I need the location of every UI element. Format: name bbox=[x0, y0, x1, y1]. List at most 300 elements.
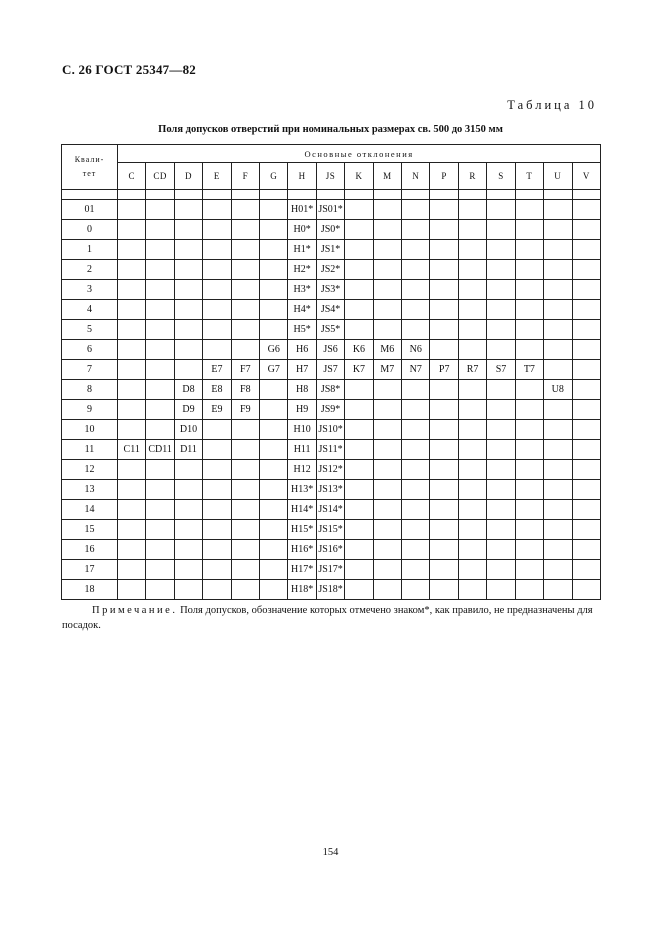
tolerance-cell bbox=[203, 420, 231, 440]
tolerance-cell: G7 bbox=[260, 360, 288, 380]
table-row bbox=[62, 300, 601, 320]
tolerance-cell bbox=[458, 300, 486, 320]
tolerance-cell bbox=[572, 320, 601, 340]
tolerance-cell bbox=[544, 220, 572, 240]
tolerance-cell bbox=[174, 460, 202, 480]
tolerance-cell bbox=[260, 320, 288, 340]
tolerance-cell: P7 bbox=[430, 360, 458, 380]
tolerance-cell: H8 bbox=[288, 380, 316, 400]
tolerance-cell bbox=[544, 480, 572, 500]
tolerance-cell: JS10* bbox=[316, 420, 344, 440]
tolerance-cell bbox=[430, 420, 458, 440]
tolerance-cell bbox=[458, 280, 486, 300]
column-header-g: G bbox=[260, 163, 288, 190]
table-row bbox=[62, 520, 601, 540]
tolerance-cell bbox=[572, 360, 601, 380]
column-header-h: H bbox=[288, 163, 316, 190]
tolerance-cell bbox=[515, 240, 543, 260]
tolerance-cell bbox=[515, 500, 543, 520]
tolerance-cell bbox=[544, 260, 572, 280]
grade-header-line-2: тет bbox=[82, 169, 97, 178]
tolerance-cell bbox=[373, 460, 401, 480]
table-number-label: Таблица 10 bbox=[507, 98, 597, 112]
table-row bbox=[62, 240, 601, 260]
spacer-cell bbox=[458, 190, 486, 200]
tolerance-cell bbox=[345, 240, 373, 260]
tolerance-cell bbox=[345, 420, 373, 440]
tolerance-cell bbox=[146, 340, 174, 360]
tolerance-cell bbox=[572, 420, 601, 440]
table-row bbox=[62, 500, 601, 520]
tolerance-cell bbox=[174, 360, 202, 380]
tolerance-cell: JS18* bbox=[316, 580, 344, 600]
tolerance-cell: JS14* bbox=[316, 500, 344, 520]
note-text: Поля допусков, обозначение которых отмечено знаком*, как правило, не предназначены для посадок. bbox=[62, 605, 593, 631]
tolerance-cell: C11 bbox=[118, 440, 146, 460]
tolerance-cell bbox=[544, 240, 572, 260]
tolerance-cell bbox=[260, 300, 288, 320]
tolerance-cell bbox=[430, 400, 458, 420]
tolerance-cell bbox=[118, 460, 146, 480]
tolerance-cell: JS0* bbox=[316, 220, 344, 240]
table-row bbox=[62, 580, 601, 600]
tolerance-cell bbox=[430, 480, 458, 500]
tolerance-cell bbox=[402, 560, 430, 580]
tolerance-cell bbox=[515, 540, 543, 560]
tolerance-cell: JS17* bbox=[316, 560, 344, 580]
tolerance-cell bbox=[231, 280, 259, 300]
tolerance-cell bbox=[572, 380, 601, 400]
tolerance-cell bbox=[544, 340, 572, 360]
tolerance-cell: JS16* bbox=[316, 540, 344, 560]
tolerance-cell bbox=[203, 340, 231, 360]
tolerance-cell bbox=[203, 320, 231, 340]
tolerance-cell: H4* bbox=[288, 300, 316, 320]
tolerance-cell bbox=[572, 540, 601, 560]
tolerance-cell: D9 bbox=[174, 400, 202, 420]
spacer-cell bbox=[231, 190, 259, 200]
tolerance-cell bbox=[118, 320, 146, 340]
tolerance-cell bbox=[572, 220, 601, 240]
tolerance-cell bbox=[373, 400, 401, 420]
tolerance-cell bbox=[402, 460, 430, 480]
tolerance-cell bbox=[430, 280, 458, 300]
table-row bbox=[62, 440, 601, 460]
tolerance-cell bbox=[515, 220, 543, 240]
tolerance-cell bbox=[487, 540, 515, 560]
tolerance-cell bbox=[118, 580, 146, 600]
tolerance-cell: H14* bbox=[288, 500, 316, 520]
tolerance-cell: H18* bbox=[288, 580, 316, 600]
tolerance-cell bbox=[487, 200, 515, 220]
tolerance-cell: E8 bbox=[203, 380, 231, 400]
tolerance-cell bbox=[231, 340, 259, 360]
tolerance-cell bbox=[118, 280, 146, 300]
tolerance-cell: H12 bbox=[288, 460, 316, 480]
tolerance-cell bbox=[430, 560, 458, 580]
tolerance-cell: D10 bbox=[174, 420, 202, 440]
tolerance-cell bbox=[118, 300, 146, 320]
tolerance-cell bbox=[231, 320, 259, 340]
spacer-cell bbox=[544, 190, 572, 200]
grade-cell: 0 bbox=[62, 220, 118, 240]
column-header-t: T bbox=[515, 163, 543, 190]
tolerance-cell: H10 bbox=[288, 420, 316, 440]
tolerance-cell: K7 bbox=[345, 360, 373, 380]
tolerance-cell bbox=[260, 440, 288, 460]
tolerance-cell: U8 bbox=[544, 380, 572, 400]
tolerance-cell bbox=[458, 340, 486, 360]
table-row bbox=[62, 340, 601, 360]
tolerance-cell bbox=[146, 520, 174, 540]
tolerance-cell bbox=[487, 480, 515, 500]
tolerance-cell bbox=[174, 580, 202, 600]
grade-cell: 17 bbox=[62, 560, 118, 580]
tolerance-cell bbox=[203, 500, 231, 520]
tolerance-cell bbox=[260, 280, 288, 300]
tolerance-cell bbox=[572, 500, 601, 520]
tolerance-cell bbox=[203, 300, 231, 320]
tolerance-cell bbox=[231, 460, 259, 480]
tolerance-cell: JS5* bbox=[316, 320, 344, 340]
tolerance-cell bbox=[402, 420, 430, 440]
tolerance-cell bbox=[203, 280, 231, 300]
spacer-cell bbox=[118, 190, 146, 200]
tolerance-cell bbox=[373, 440, 401, 460]
table-row bbox=[62, 540, 601, 560]
tolerance-cell: H01* bbox=[288, 200, 316, 220]
tolerance-cell bbox=[430, 580, 458, 600]
tolerance-cell bbox=[402, 260, 430, 280]
spacer-cell bbox=[515, 190, 543, 200]
tolerance-cell bbox=[118, 480, 146, 500]
tolerance-cell bbox=[487, 220, 515, 240]
tolerance-cell bbox=[515, 260, 543, 280]
column-header-js: JS bbox=[316, 163, 344, 190]
tolerance-cell bbox=[373, 380, 401, 400]
tolerance-cell bbox=[572, 280, 601, 300]
table-row bbox=[62, 460, 601, 480]
tolerance-cell bbox=[345, 320, 373, 340]
tolerance-cell bbox=[572, 300, 601, 320]
tolerance-cell bbox=[231, 220, 259, 240]
deviation-letters-row bbox=[62, 163, 601, 190]
tolerance-cell bbox=[458, 560, 486, 580]
spacer-row bbox=[62, 190, 601, 200]
tolerance-cell bbox=[487, 320, 515, 340]
tolerance-cell bbox=[430, 240, 458, 260]
tolerance-cell bbox=[572, 480, 601, 500]
tolerance-cell bbox=[231, 580, 259, 600]
tolerance-cell: H6 bbox=[288, 340, 316, 360]
tolerance-cell bbox=[174, 540, 202, 560]
tolerance-cell bbox=[373, 300, 401, 320]
column-header-cd: CD bbox=[146, 163, 174, 190]
tolerance-cell bbox=[373, 540, 401, 560]
tolerance-cell bbox=[515, 560, 543, 580]
tolerance-cell bbox=[345, 200, 373, 220]
tolerance-cell bbox=[231, 260, 259, 280]
tolerance-cell: E9 bbox=[203, 400, 231, 420]
tolerance-cell bbox=[430, 300, 458, 320]
tolerance-cell bbox=[458, 240, 486, 260]
tolerance-cell bbox=[487, 260, 515, 280]
table-row bbox=[62, 260, 601, 280]
table-row bbox=[62, 560, 601, 580]
tolerance-cell: JS1* bbox=[316, 240, 344, 260]
column-header-c: C bbox=[118, 163, 146, 190]
tolerance-cell bbox=[458, 420, 486, 440]
tolerance-cell bbox=[572, 240, 601, 260]
tolerance-cell bbox=[345, 220, 373, 240]
tolerance-cell bbox=[345, 440, 373, 460]
tolerance-cell bbox=[260, 500, 288, 520]
column-header-p: P bbox=[430, 163, 458, 190]
grade-cell: 3 bbox=[62, 280, 118, 300]
tolerance-cell: E7 bbox=[203, 360, 231, 380]
tolerance-cell bbox=[458, 520, 486, 540]
grade-cell: 5 bbox=[62, 320, 118, 340]
tolerance-cell bbox=[515, 520, 543, 540]
tolerance-cell bbox=[260, 560, 288, 580]
tolerance-cell bbox=[402, 200, 430, 220]
tolerance-cell bbox=[146, 420, 174, 440]
tolerance-cell bbox=[146, 280, 174, 300]
tolerance-cell bbox=[260, 420, 288, 440]
tolerance-cell bbox=[402, 520, 430, 540]
tolerance-cell bbox=[260, 580, 288, 600]
tolerance-cell bbox=[458, 380, 486, 400]
tolerance-cell bbox=[118, 540, 146, 560]
tolerance-cell bbox=[345, 280, 373, 300]
tolerance-cell bbox=[174, 240, 202, 260]
grade-cell: 16 bbox=[62, 540, 118, 560]
tolerance-cell bbox=[345, 300, 373, 320]
tolerance-cell bbox=[345, 580, 373, 600]
tolerance-cell bbox=[430, 260, 458, 280]
tolerance-cell bbox=[487, 520, 515, 540]
tolerance-cell bbox=[345, 400, 373, 420]
tolerance-cell bbox=[118, 260, 146, 280]
tolerance-cell bbox=[260, 220, 288, 240]
table-row bbox=[62, 380, 601, 400]
tolerance-cell bbox=[203, 520, 231, 540]
grade-cell: 9 bbox=[62, 400, 118, 420]
tolerance-cell bbox=[487, 460, 515, 480]
tolerance-cell bbox=[260, 240, 288, 260]
tolerance-cell bbox=[373, 560, 401, 580]
column-header-k: K bbox=[345, 163, 373, 190]
tolerance-cell: JS01* bbox=[316, 200, 344, 220]
tolerance-cell bbox=[544, 580, 572, 600]
tolerance-cell: JS13* bbox=[316, 480, 344, 500]
tolerance-cell bbox=[458, 260, 486, 280]
main-deviations-header: Основные отклонения bbox=[118, 145, 601, 163]
tolerance-cell bbox=[373, 580, 401, 600]
tolerance-cell bbox=[487, 500, 515, 520]
tolerance-cell bbox=[203, 460, 231, 480]
tolerance-cell bbox=[402, 220, 430, 240]
tolerance-cell bbox=[174, 300, 202, 320]
tolerance-cell: H11 bbox=[288, 440, 316, 460]
tolerance-cell bbox=[515, 320, 543, 340]
tolerance-cell bbox=[203, 240, 231, 260]
tolerance-cell bbox=[430, 200, 458, 220]
spacer-cell bbox=[288, 190, 316, 200]
table-note bbox=[62, 603, 599, 633]
tolerance-cell bbox=[174, 480, 202, 500]
tolerance-cell bbox=[146, 300, 174, 320]
tolerance-cell bbox=[572, 460, 601, 480]
tolerance-cell: H13* bbox=[288, 480, 316, 500]
tolerance-cell bbox=[146, 560, 174, 580]
tolerance-cell bbox=[260, 540, 288, 560]
tolerance-cell bbox=[572, 560, 601, 580]
tolerance-cell bbox=[203, 580, 231, 600]
tolerance-cell bbox=[487, 440, 515, 460]
tolerance-cell bbox=[544, 360, 572, 380]
tolerance-cell: H1* bbox=[288, 240, 316, 260]
tolerance-cell bbox=[402, 580, 430, 600]
tolerance-cell bbox=[430, 440, 458, 460]
tolerance-cell bbox=[458, 200, 486, 220]
tolerance-cell bbox=[118, 380, 146, 400]
tolerance-cell: S7 bbox=[487, 360, 515, 380]
column-header-d: D bbox=[174, 163, 202, 190]
tolerance-cell bbox=[515, 420, 543, 440]
tolerance-cell bbox=[430, 320, 458, 340]
tolerance-cell bbox=[487, 400, 515, 420]
tolerance-cell bbox=[146, 240, 174, 260]
tolerance-cell bbox=[544, 440, 572, 460]
tolerance-cell bbox=[203, 220, 231, 240]
tolerance-cell bbox=[146, 400, 174, 420]
table-row bbox=[62, 420, 601, 440]
tolerance-cell bbox=[231, 420, 259, 440]
tolerance-cell bbox=[402, 280, 430, 300]
tolerance-cell bbox=[174, 280, 202, 300]
tolerance-cell bbox=[373, 480, 401, 500]
tolerance-cell bbox=[146, 320, 174, 340]
tolerance-cell bbox=[231, 520, 259, 540]
tolerance-cell bbox=[203, 440, 231, 460]
grade-cell: 8 bbox=[62, 380, 118, 400]
tolerance-cell bbox=[203, 260, 231, 280]
tolerance-cell bbox=[458, 500, 486, 520]
tolerance-cell: F8 bbox=[231, 380, 259, 400]
tolerance-cell bbox=[402, 240, 430, 260]
spacer-cell bbox=[62, 190, 118, 200]
tolerance-cell bbox=[487, 240, 515, 260]
tolerance-cell bbox=[402, 300, 430, 320]
tolerance-cell bbox=[345, 480, 373, 500]
tolerance-cell: M6 bbox=[373, 340, 401, 360]
tolerance-cell bbox=[231, 480, 259, 500]
tolerance-cell bbox=[430, 380, 458, 400]
grade-header-line-1: Квали- bbox=[74, 155, 105, 164]
grade-cell: 13 bbox=[62, 480, 118, 500]
tolerance-cell: JS6 bbox=[316, 340, 344, 360]
tolerance-cell: N7 bbox=[402, 360, 430, 380]
tolerance-cell bbox=[174, 500, 202, 520]
tolerance-cell bbox=[402, 540, 430, 560]
tolerance-cell bbox=[373, 260, 401, 280]
page-number: 154 bbox=[322, 847, 339, 858]
grade-cell: 01 bbox=[62, 200, 118, 220]
table-caption: Поля допусков отверстий при номинальных размерах св. 500 до 3150 мм bbox=[158, 124, 503, 135]
tolerance-cell bbox=[430, 500, 458, 520]
table-row bbox=[62, 220, 601, 240]
tolerance-cell bbox=[146, 480, 174, 500]
tolerance-cell bbox=[515, 280, 543, 300]
tolerance-cell bbox=[458, 320, 486, 340]
spacer-cell bbox=[203, 190, 231, 200]
tolerance-cell bbox=[203, 200, 231, 220]
tolerance-cell bbox=[260, 400, 288, 420]
tolerance-cell bbox=[174, 320, 202, 340]
grade-cell: 14 bbox=[62, 500, 118, 520]
tolerance-cell bbox=[231, 540, 259, 560]
spacer-cell bbox=[572, 190, 601, 200]
tolerance-cell bbox=[118, 240, 146, 260]
spacer-cell bbox=[174, 190, 202, 200]
tolerance-cell bbox=[118, 520, 146, 540]
tolerance-cell bbox=[544, 420, 572, 440]
tolerance-cell: H9 bbox=[288, 400, 316, 420]
spacer-cell bbox=[316, 190, 344, 200]
table-row bbox=[62, 360, 601, 380]
column-header-e: E bbox=[203, 163, 231, 190]
tolerance-cell: JS9* bbox=[316, 400, 344, 420]
column-header-n: N bbox=[402, 163, 430, 190]
tolerance-cell: K6 bbox=[345, 340, 373, 360]
tolerance-cell: JS3* bbox=[316, 280, 344, 300]
tolerance-cell: H3* bbox=[288, 280, 316, 300]
tolerance-cell bbox=[174, 220, 202, 240]
tolerance-cell: H7 bbox=[288, 360, 316, 380]
tolerance-cell bbox=[430, 460, 458, 480]
tolerance-cell bbox=[146, 260, 174, 280]
tolerance-cell bbox=[146, 380, 174, 400]
page-header: С. 26 ГОСТ 25347—82 bbox=[62, 62, 196, 77]
tolerance-cell bbox=[118, 200, 146, 220]
tolerance-cell bbox=[345, 560, 373, 580]
tolerance-cell bbox=[203, 560, 231, 580]
tolerance-cell bbox=[515, 580, 543, 600]
tolerance-cell bbox=[118, 560, 146, 580]
tolerance-cell bbox=[260, 480, 288, 500]
tolerance-cell bbox=[373, 200, 401, 220]
tolerance-cell: H2* bbox=[288, 260, 316, 280]
tolerance-cell bbox=[487, 420, 515, 440]
grade-cell: 7 bbox=[62, 360, 118, 380]
tolerance-cell bbox=[402, 500, 430, 520]
tolerance-cell: F9 bbox=[231, 400, 259, 420]
column-header-v: V bbox=[572, 163, 601, 190]
tolerance-cell bbox=[146, 220, 174, 240]
table-row bbox=[62, 320, 601, 340]
tolerance-cell bbox=[373, 520, 401, 540]
tolerance-cell bbox=[515, 300, 543, 320]
tolerance-cell bbox=[373, 420, 401, 440]
tolerance-cell bbox=[174, 520, 202, 540]
tolerance-cell bbox=[373, 320, 401, 340]
tolerance-cell bbox=[515, 380, 543, 400]
tolerance-cell bbox=[572, 440, 601, 460]
spacer-cell bbox=[146, 190, 174, 200]
tolerance-cell bbox=[260, 200, 288, 220]
tolerance-cell bbox=[458, 220, 486, 240]
